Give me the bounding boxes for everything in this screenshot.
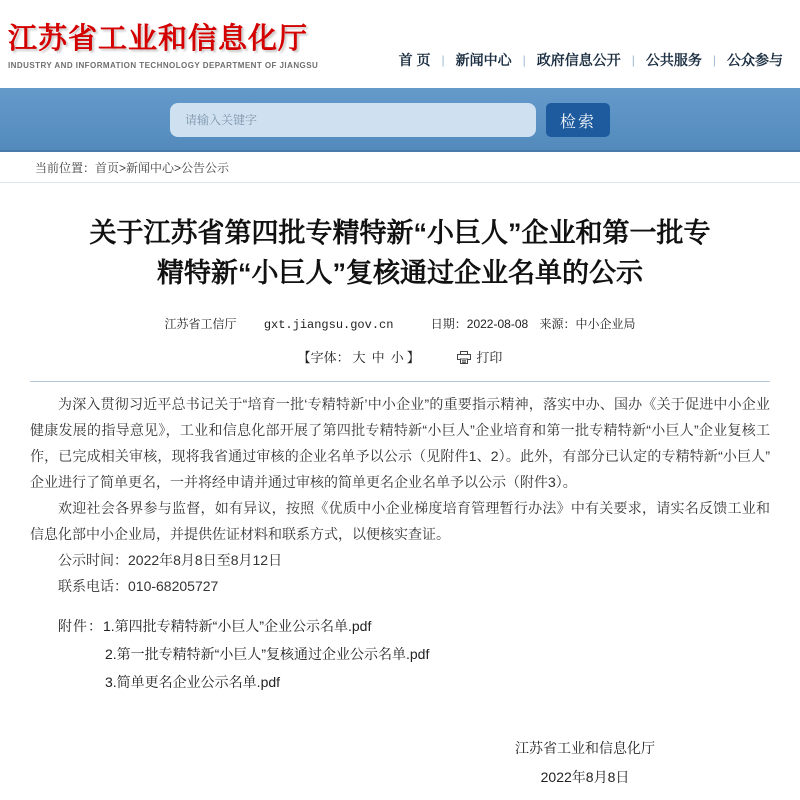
print-button[interactable] xyxy=(457,347,502,366)
article-paragraph: 为深入贯彻习近平总书记关于“培育一批‘专精特新’中小企业”的重要指示精神，落实中办、国办《关于促进中小企业健康发展的指导意见》，工业和信息化部开展了第四批专精特新“小巨人”企业培育和第一批专精特新“小巨人”企业复核工作，已完成相关审核，现将我省通过审核的企业名单予以公示（见附件1、2）。此外，有部分已认定的专精特新“小巨人”企业进行了简单更名，一并将经申请并通过审核的简单更名企业名单予以公示（附件3）。 xyxy=(30,396,770,490)
article-paragraph-contact-phone: 联系电话：010-68205727 xyxy=(58,578,219,594)
font-size-medium[interactable]: 中 xyxy=(371,350,385,365)
signature-date: 2022年8月8日 xyxy=(540,769,630,785)
nav-item-news-center[interactable]: 新闻中心 xyxy=(455,52,512,68)
attachment-link-3[interactable]: 3.简单更名企业公示名单.pdf xyxy=(105,674,281,690)
font-size-small[interactable]: 小 xyxy=(390,350,404,365)
nav-separator: | xyxy=(441,53,445,67)
attachment-row xyxy=(30,668,770,696)
nav-item-public-service[interactable]: 公共服务 xyxy=(645,52,702,68)
font-size-large[interactable]: 大 xyxy=(352,350,366,365)
page-title-line2: 精特新“小巨人”复核通过企业名单的公示 xyxy=(157,258,643,288)
main-nav xyxy=(388,50,794,70)
article-body xyxy=(30,391,770,599)
search-banner xyxy=(0,88,800,152)
site-logo xyxy=(8,16,318,70)
attachments-label: 附件： xyxy=(58,618,103,634)
page-title-line1: 关于江苏省第四批专精特新“小巨人”企业和第一批专 xyxy=(89,218,711,248)
search-button[interactable]: 检索 xyxy=(546,103,610,137)
signature-org: 江苏省工业和信息化厅 xyxy=(515,740,655,756)
title-divider xyxy=(30,381,770,382)
page-title xyxy=(30,213,770,293)
attachments xyxy=(30,612,770,696)
nav-separator: | xyxy=(631,53,635,67)
font-size-suffix: 】 xyxy=(406,350,420,365)
print-label: 打印 xyxy=(476,350,503,365)
nav-separator: | xyxy=(522,53,526,67)
article xyxy=(0,213,800,792)
meta-site-url: gxt.jiangsu.gov.cn xyxy=(263,318,394,332)
nav-item-home[interactable]: 首 页 xyxy=(398,52,431,68)
site-logo-subtitle: INDUSTRY AND INFORMATION TECHNOLOGY DEPARTMENT OF JIANGSU xyxy=(8,61,319,70)
site-logo-title: 江苏省工业和信息化厅 xyxy=(8,23,309,55)
article-paragraph: 欢迎社会各界参与监督，如有异议，按照《优质中小企业梯度培育管理暂行办法》中有关要求，请实名反馈工业和信息化部中小企业局，并提供佐证材料和联系方式，以便核实查证。 xyxy=(30,500,770,542)
attachment-link-2[interactable]: 2.第一批专精特新“小巨人”复核通过企业公示名单.pdf xyxy=(105,646,430,662)
meta-source-site: 江苏省工信厅 xyxy=(164,317,237,331)
article-toolbar xyxy=(30,347,770,366)
printer-icon xyxy=(457,350,476,365)
article-meta xyxy=(30,315,770,332)
breadcrumb-bar xyxy=(0,152,800,183)
meta-date: 日期：2022-08-08 xyxy=(430,317,529,331)
site-header xyxy=(0,0,800,88)
breadcrumb[interactable]: 当前位置：首页>新闻中心>公告公示 xyxy=(35,160,230,175)
font-size-prefix: 【字体： xyxy=(297,350,350,365)
meta-origin: 来源：中小企业局 xyxy=(539,317,636,331)
attachment-link-1[interactable]: 1.第四批专精特新“小巨人”企业公示名单.pdf xyxy=(103,618,372,634)
article-paragraph-publicity-period: 公示时间：2022年8月8日至8月12日 xyxy=(58,552,283,568)
font-size-control xyxy=(298,347,420,366)
signature-block xyxy=(435,734,735,792)
attachment-row xyxy=(30,612,770,640)
nav-item-public-participation[interactable]: 公众参与 xyxy=(727,52,783,68)
attachment-row xyxy=(30,640,770,668)
nav-separator: | xyxy=(712,53,716,67)
nav-item-gov-info[interactable]: 政府信息公开 xyxy=(536,52,621,68)
search-input[interactable] xyxy=(170,103,536,137)
